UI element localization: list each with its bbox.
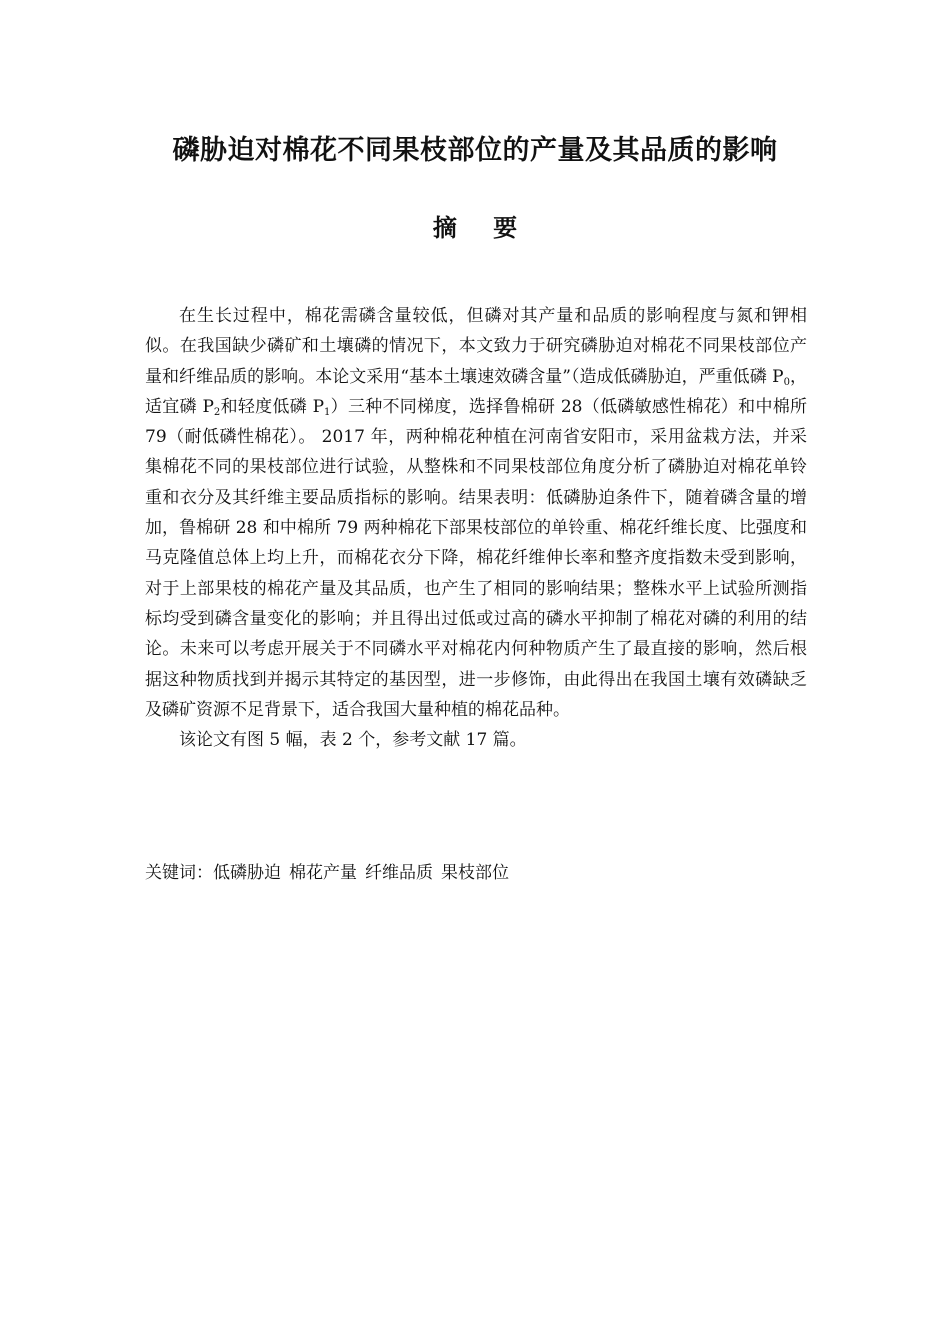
abstract-paragraph-1 bbox=[145, 301, 807, 725]
abstract-text-part-a: 在生长过程中，棉花需磷含量较低，但磷对其产量和品质的影响程度与氮和钾相似。在我国缺少磷矿和土壤磷的情况下，本文致力于研究磷胁迫对棉花不同果枝部位产量和纤维品质的影响。本论文采用“基本土壤速效磷含量”（造成低磷胁迫，严重低磷 P bbox=[145, 306, 807, 387]
keywords-line bbox=[145, 858, 517, 883]
subscript-p2: 2 bbox=[213, 406, 221, 418]
abstract-text-part-d: ）三种不同梯度，选择鲁棉研 28（低磷敏感性棉花）和中棉所 79（耐低磷性棉花）。 2017 年，两种棉花种植在河南省安阳市，采用盆栽方法，并采集棉花不同的果枝部位进行试验，从整株和不同果枝部位角度分析了磷胁迫对棉花单铃重和衣分及其纤维主要品质指标的影响。结果表明：低磷胁迫条件下，随着磷含量的增加，鲁棉研 28 和中棉所 79 两种棉花下部果枝部位的单铃重、棉花纤维长度、比强度和马克隆值总体上均上升，而棉花衣分下降，棉花纤维伸长率和整齐度指数未受到影响，对于上部果枝的棉花产量及其品质，也产生了相同的影响结果；整株水平上试验所测指标均受到磷含量变化的影响；并且得出过低或过高的磷水平抑制了棉花对磷的利用的结论。未来可以考虑开展关于不同磷水平对棉花内何种物质产生了最直接的影响，然后根据这种物质找到并揭示其特定的基因型，进一步修饰，由此得出在我国土壤有效磷缺乏及磷矿资源不足背景下，适合我国大量种植的棉花品种。 bbox=[145, 396, 807, 720]
keyword-item: 纤维品质 bbox=[365, 863, 433, 883]
subscript-p0: 0 bbox=[783, 376, 790, 388]
abstract-body bbox=[145, 301, 807, 755]
abstract-text-part-c: 和轻度低磷 P bbox=[220, 396, 325, 417]
keyword-item: 果枝部位 bbox=[441, 863, 509, 883]
abstract-text-part-b: ，适宜磷 P bbox=[145, 366, 807, 417]
keyword-item: 棉花产量 bbox=[289, 863, 357, 883]
keywords-label: 关键词： bbox=[145, 863, 213, 883]
keyword-item: 低磷胁迫 bbox=[213, 863, 281, 883]
abstract-paragraph-2: 该论文有图 5 幅，表 2 个，参考文献 17 篇。 bbox=[179, 730, 527, 751]
abstract-heading: 摘 要 bbox=[432, 214, 532, 242]
thesis-title: 磷胁迫对棉花不同果枝部位的产量及其品质的影响 bbox=[172, 135, 778, 166]
subscript-p1: 1 bbox=[324, 406, 331, 418]
